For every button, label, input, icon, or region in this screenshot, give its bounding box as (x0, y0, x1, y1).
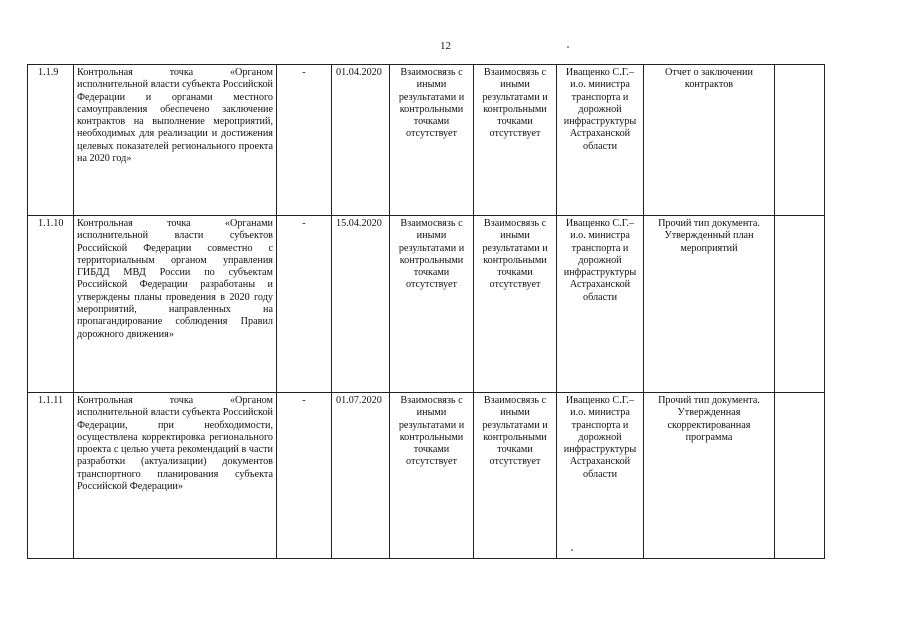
responsible-person: Иващенко С.Г.– и.о. министра транспорта и дорожной инфраструктуры Астраханской области (557, 216, 644, 393)
predecessors: Взаимосвязь с иными результатами и контрольными точками отсутствует (390, 216, 474, 393)
scan-speck (567, 46, 569, 48)
end-date: 15.04.2020 (332, 216, 390, 393)
table-row (28, 216, 825, 393)
page-number: 12 (440, 40, 451, 52)
control-points-table (27, 64, 825, 559)
end-date: 01.04.2020 (332, 65, 390, 216)
table-row (28, 393, 825, 559)
row-number: 1.1.9 (28, 65, 74, 216)
successors: Взаимосвязь с иными результатами и контрольными точками отсутствует (474, 216, 557, 393)
row-number: 1.1.11 (28, 393, 74, 559)
control-level (775, 393, 825, 559)
control-level (775, 65, 825, 216)
predecessors: Взаимосвязь с иными результатами и контрольными точками отсутствует (390, 393, 474, 559)
control-point-name: Контрольная точка «Органом исполнительной власти субъекта Российской Федерации и органами местного самоуправления обеспечено заключение контрактов на выполнение мероприятий, необходимых для реализации и достижения целевых показателей регионального проекта на 2020 год» (74, 65, 277, 216)
successors: Взаимосвязь с иными результатами и контрольными точками отсутствует (474, 393, 557, 559)
responsible-person: Иващенко С.Г.– и.о. министра транспорта и дорожной инфраструктуры Астраханской области (557, 393, 644, 559)
end-date: 01.07.2020 (332, 393, 390, 559)
result-document: Прочий тип документа. Утвержденная скорректированная программа (644, 393, 775, 559)
predecessors: Взаимосвязь с иными результатами и контрольными точками отсутствует (390, 65, 474, 216)
successors: Взаимосвязь с иными результатами и контрольными точками отсутствует (474, 65, 557, 216)
start-date-empty: - (277, 216, 332, 393)
result-document: Отчет о заключении контрактов (644, 65, 775, 216)
control-level (775, 216, 825, 393)
start-date-empty: - (277, 393, 332, 559)
control-point-name: Контрольная точка «Органом исполнительной власти субъекта Российской Федерации, при необходимости, осуществлена корректировка регионального проекта с целью учета рекомендаций в части разработки (актуализации) документов транспортного планирования субъекта Российской Федерации» (74, 393, 277, 559)
scan-speck (571, 549, 573, 551)
result-document: Прочий тип документа. Утвержденный план мероприятий (644, 216, 775, 393)
table-row (28, 65, 825, 216)
responsible-person: Иващенко С.Г.– и.о. министра транспорта и дорожной инфраструктуры Астраханской области (557, 65, 644, 216)
start-date-empty: - (277, 65, 332, 216)
row-number: 1.1.10 (28, 216, 74, 393)
control-point-name: Контрольная точка «Органами исполнительной власти субъектов Российской Федерации совместно с территориальным органом управления ГИБДД МВД России по субъектам Российской Федерации разработаны и утверждены планы проведения в 2020 году мероприятий, направленных на пропагандирование соблюдения Правил дорожного движения» (74, 216, 277, 393)
